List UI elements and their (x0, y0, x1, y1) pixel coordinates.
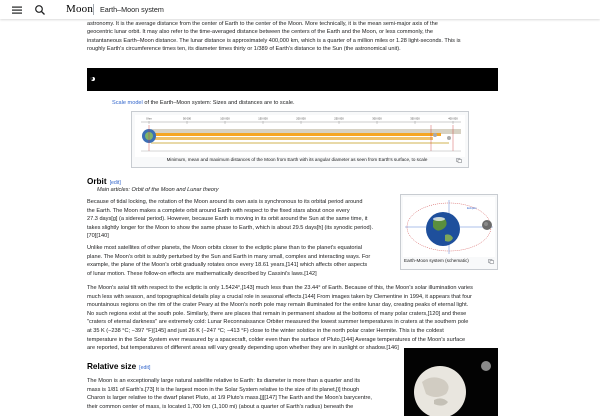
orbit-schematic[interactable] (403, 197, 495, 257)
axial-line-5: "craters of eternal darkness" are extremely cold: Lunar Reconnaissance Orbiter measured the lowest summer temperatures in craters at the southern pole (87, 319, 469, 326)
tick-group (146, 117, 458, 125)
header-divider (93, 4, 94, 15)
orbit-para1-line-4: takes slightly longer for the Moon to show the same phase to Earth, which is about 29.5 days[h] (its synodic period). (87, 224, 374, 231)
orbit-schematic-graphic (403, 197, 495, 257)
relative-line-4: their common center of mass, is located 1,700 km (1,100 mi) (about a quarter of Earth's radius) beneath the (87, 403, 354, 410)
scale-figure (131, 111, 469, 168)
scale-tick-label: 50 000 (183, 117, 191, 121)
orbit-para2-line-3: example, the plane of the Moon's orbit gradually rotates once every 18.61 years,[141] which affects other aspects (87, 262, 368, 269)
orbit-para1-line-1: Because of tidal locking, the rotation of the Moon around its own axis is synchronous to its orbital period around (87, 199, 363, 205)
scale-caption-text: of the Earth–Moon system: Sizes and distances are to scale. (142, 100, 295, 106)
enlarge-icon[interactable] (456, 158, 462, 163)
wiki-logo[interactable]: Moon (66, 3, 94, 15)
scale-tick-label: 0 km (146, 117, 152, 121)
scale-tick-label: 250 000 (334, 117, 344, 121)
media-player[interactable] (87, 68, 498, 91)
orbit-hatnote: Main articles: Orbit of the Moon and Lunar theory (97, 187, 219, 193)
relative-size-edit-link[interactable]: [edit] (139, 365, 151, 371)
scale-tick-label: 300 000 (372, 117, 382, 121)
orbit-para2-line-1: Unlike most satellites of other planets, the Moon orbits closer to the ecliptic plane than to the planet's equatorial (87, 245, 363, 251)
orbit-para2-line-4: of lunar motion. These follow-on effects are mathematically described by Cassini's laws.[142] (87, 270, 317, 277)
orbit-para1-line-5[interactable]: [70][140] (87, 233, 109, 240)
list-bullet (90, 77, 93, 80)
orbit-figure-caption: Earth-Moon system (schematic) (404, 258, 469, 263)
axial-line-1: The Moon's axial tilt with respect to the ecliptic is only 1.5424°,[143] much less than the 23.44° of Earth. Because of this, the Moon's solar illumination varies (87, 285, 473, 291)
search-icon[interactable] (34, 4, 46, 16)
orbit-para1-line-3: 27.3 days[g] (a sidereal period). However, because Earth is moving in its orbit around the Sun at the same time, it (87, 216, 368, 223)
axial-line-7: temperature in the Solar System ever measured by a spacecraft, colder even than the surface of Pluto.[144] Average temperatures of the Moon's surface (87, 336, 466, 343)
axial-line-8: are reported, but temperatures of different areas will vary greatly depending upon whether they are in sunlight or shadow.[146] (87, 345, 399, 352)
scale-diagram[interactable] (135, 115, 465, 157)
axial-line-3: mountainous regions on the rim of the crater Peary at the Moon's north pole may remain illuminated for the entire lunar day, creating peaks of eternal light. (87, 302, 469, 309)
intro-line-4: instantaneous Earth–Moon distance. The lunar distance is approximately 400,000 km, which is a quarter of a million miles or 1.28 light-seconds. This is (87, 37, 461, 44)
axial-line-4: No such regions exist at the south pole. Similarly, there are places that remain in permanent shadow at the bottoms of many polar craters,[120] and these (87, 310, 467, 317)
intro-line-3: geocentric lunar orbit. It may also refer to the time-averaged distance between the centers of the Earth and the Moon, or less commonly, the (87, 29, 433, 36)
earth-moon-photo-graphic (404, 348, 498, 416)
orbit-para2-line-2: plane. The Moon's orbit is subtly perturbed by the Sun and Earth in many small, complex and interacting ways. For (87, 253, 371, 260)
orbit-figure (400, 194, 498, 270)
orbit-para1-line-2: the Earth. The Moon makes a complete orbit around Earth with respect to the fixed stars about once every (87, 207, 350, 214)
scale-diagram-graphic (135, 115, 465, 157)
svg-text:Ecliptic: Ecliptic (467, 206, 477, 210)
scale-model-link[interactable]: Scale model (112, 100, 143, 106)
scale-tick-label: 150 000 (258, 117, 268, 121)
intro-line-2: astronomy. It is the average distance from the center of Earth to the center of the Moon. More technically, it is the mean semi-major axis of the (87, 20, 438, 27)
scale-tick-label: 350 000 (410, 117, 420, 121)
axial-line-2: much less with season, and topographical details play a crucial role in seasonal effects.[144] From images taken by Clementine in 1994, it appears that four (87, 293, 472, 300)
scale-tick-label: 400 000 (448, 117, 458, 121)
relative-line-3: Charon is larger relative to the dwarf planet Pluto, at 1/9 Pluto's mass.[j][147] The Earth and the Moon's barycentre, (87, 395, 372, 402)
enlarge-icon[interactable] (488, 259, 494, 264)
page-title: Earth–Moon system (100, 5, 164, 14)
axial-line-6: at 35 K (−238 °C; −397 °F)[145] and just 26 K (−247 °C; −413 °F) close to the winter solstice in the north polar crater Hermite. This is the coldest (87, 328, 444, 334)
orbit-heading-text: Orbit (87, 177, 107, 186)
relative-size-heading (87, 361, 150, 374)
relative-line-2: mass is 1/81 of Earth's.[73] It is the largest moon in the Solar System relative to the size of its planet,[i] though (87, 386, 360, 393)
earth-moon-photo[interactable] (404, 348, 498, 416)
relative-size-heading-text: Relative size (87, 362, 137, 371)
relative-line-1: The Moon is an exceptionally large natural satellite relative to Earth: Its diameter is more than a quarter and its (87, 378, 360, 384)
intro-line-5: roughly Earth's circumference times ten, its diameter times thirty or 1/389 of Earth's distance to the Sun (the astronomical unit). (87, 46, 401, 53)
scale-caption (112, 99, 295, 107)
scale-tick-label: 100 000 (220, 117, 230, 121)
sticky-header (0, 0, 600, 19)
orbit-edit-link[interactable]: [edit] (109, 180, 121, 186)
scale-tick-label: 200 000 (296, 117, 306, 121)
menu-icon[interactable] (11, 4, 23, 16)
scale-figure-caption: Minimum, mean and maximum distances of the Moon from Earth with its angular diameter as seen from Earth's surface, to scale (166, 157, 428, 162)
